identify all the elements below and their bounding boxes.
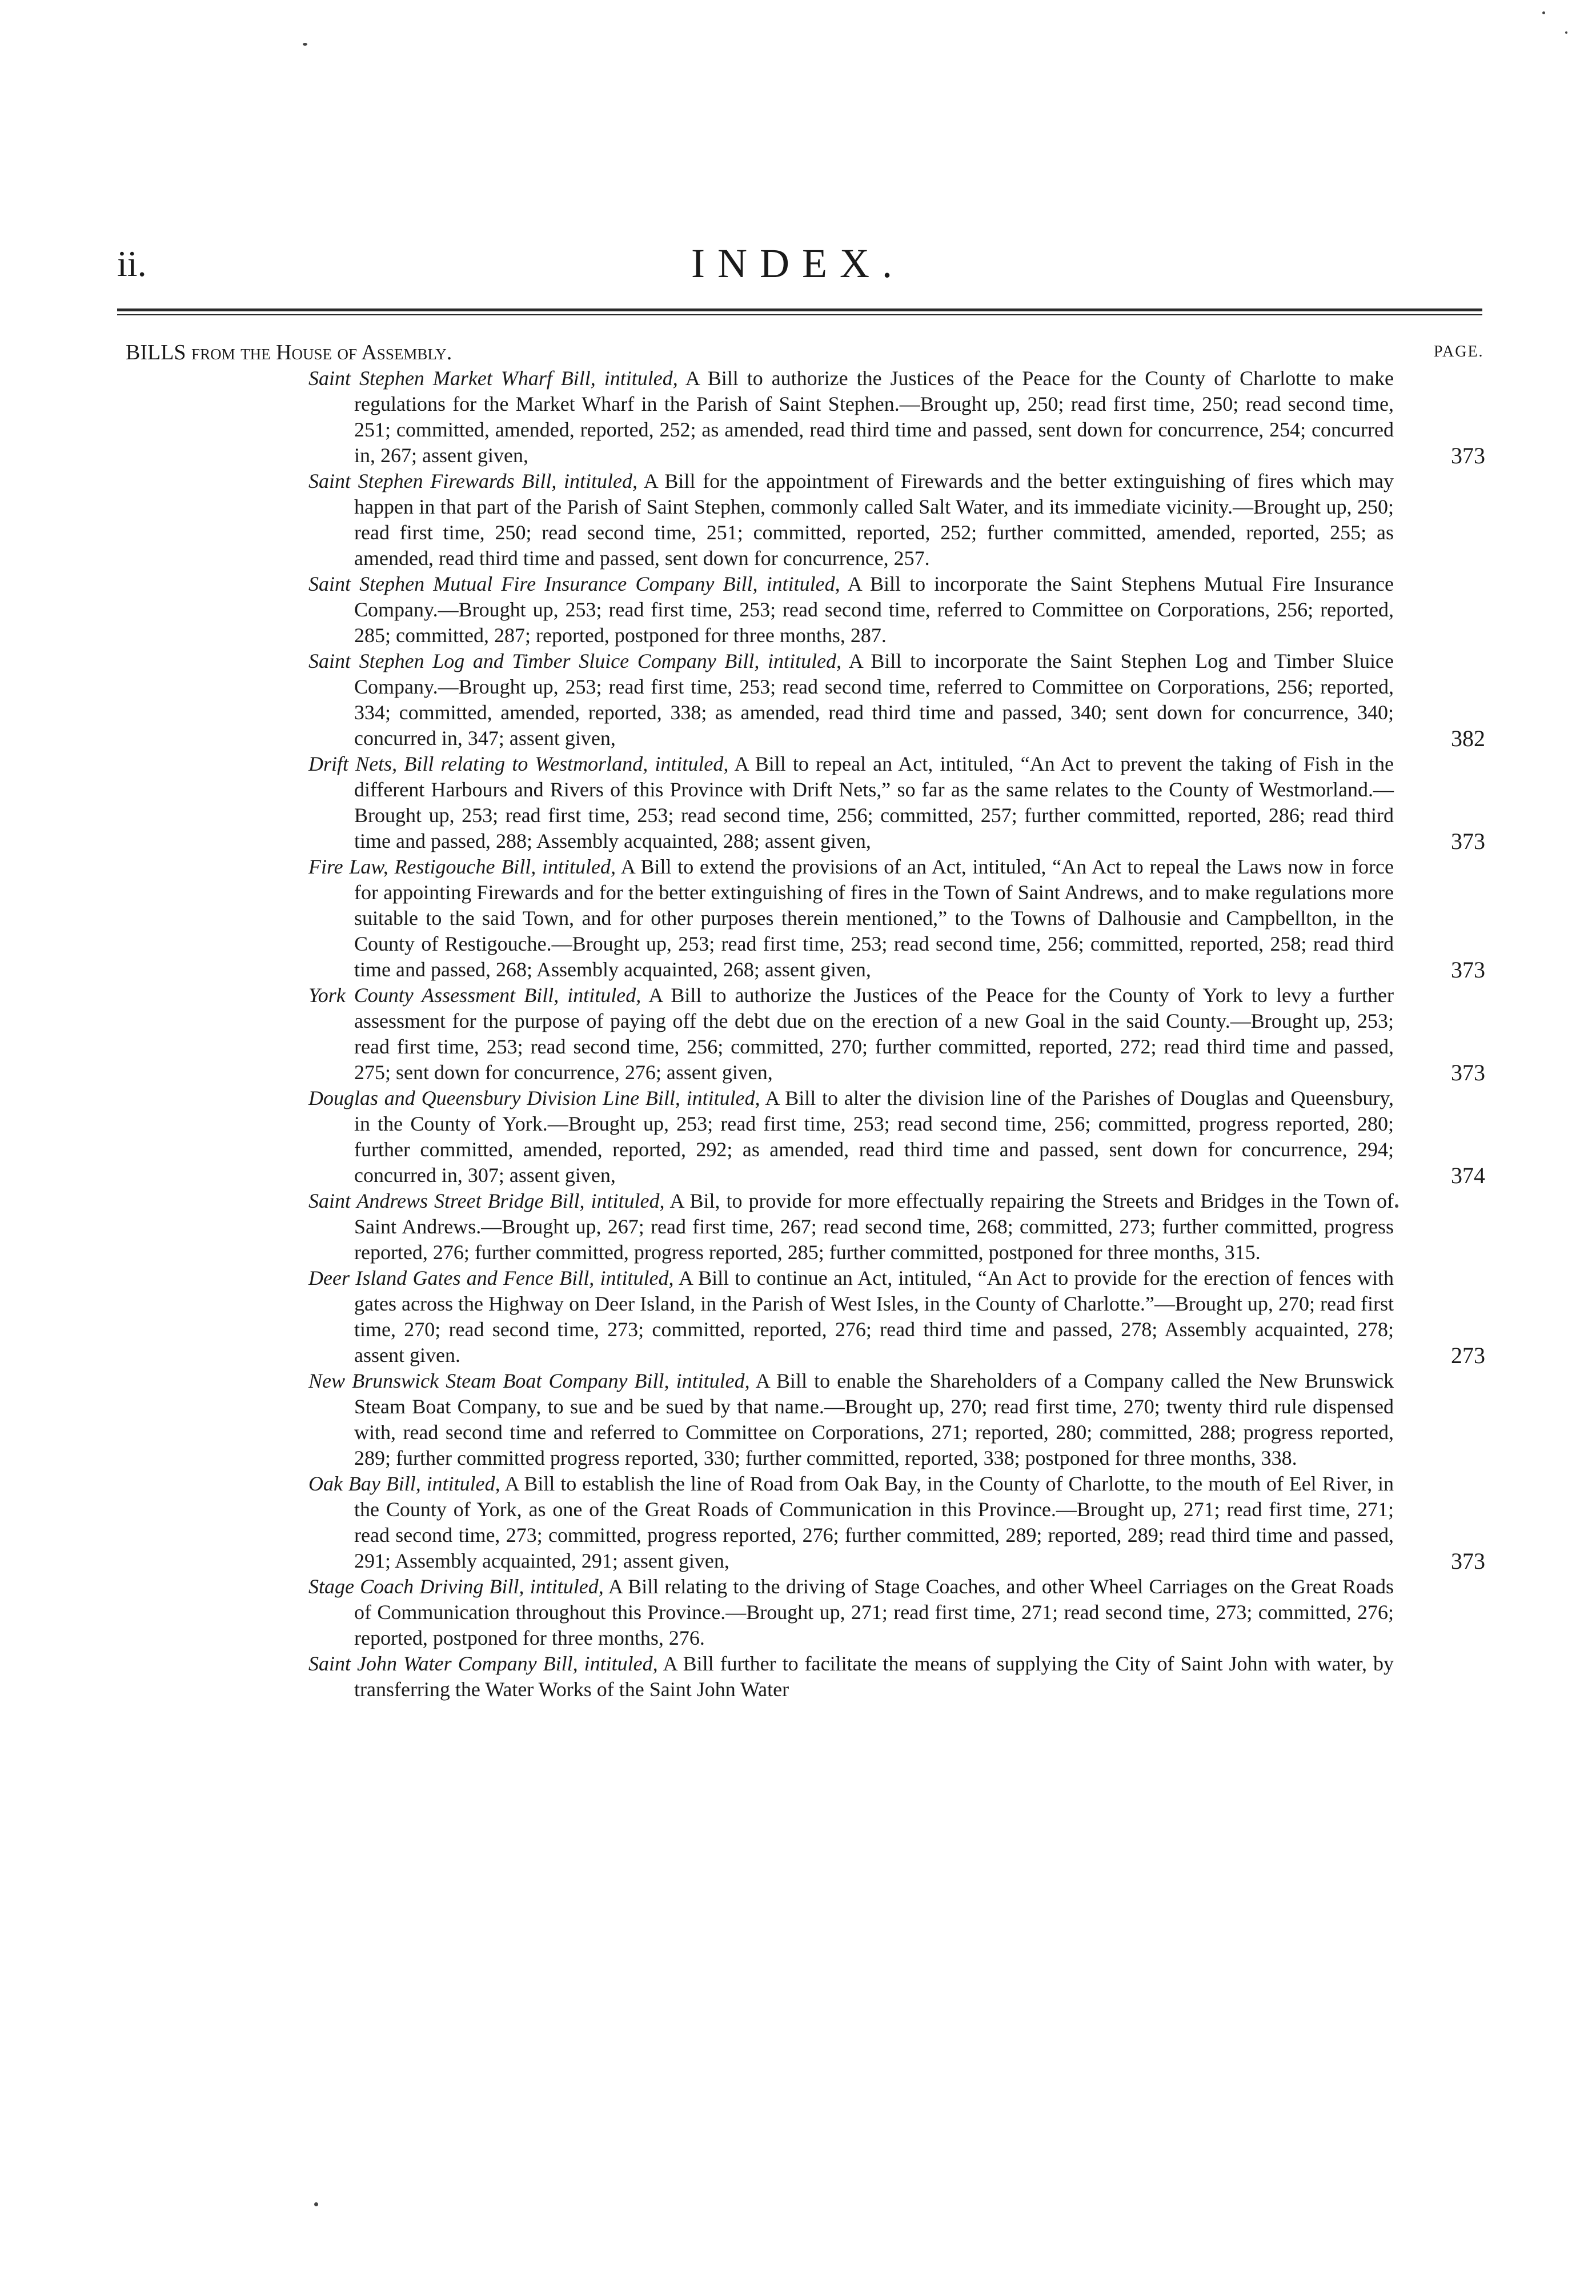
entry-text bbox=[308, 1188, 1394, 1265]
page-number: ii. bbox=[117, 243, 147, 284]
page-title: INDEX. bbox=[691, 241, 905, 286]
index-entry bbox=[308, 468, 1394, 571]
header-rule-thick bbox=[117, 308, 1482, 311]
entry-name: Oak Bay Bill, intituled, bbox=[308, 1472, 500, 1495]
index-entries bbox=[308, 366, 1485, 1702]
entry-name: Saint Stephen Mutual Fire Insurance Company Bill, intituled, bbox=[308, 572, 840, 595]
entry-name: Douglas and Queensbury Division Line Bill, intituled, bbox=[308, 1087, 760, 1109]
print-speck bbox=[303, 43, 307, 46]
entry-body: A Bill to establish the line of Road from Oak Bay, in the County of Charlotte, to the mouth of Eel River, in the County of York, as one of the Great Roads of Communication in this Province.—Brought up, 271; read first time, 271; read second time, 273; committed, progress reported, 276; further committed, 289; reported, 289; read third time and passed, 291; Assembly acquainted, 291; assent given, bbox=[354, 1472, 1394, 1572]
entry-page: 373 bbox=[1451, 957, 1485, 983]
index-entry bbox=[308, 1085, 1485, 1188]
entry-name: Fire Law, Restigouche Bill, intituled, bbox=[308, 855, 616, 878]
entry-text bbox=[308, 468, 1394, 571]
entry-body: A Bill to alter the division line of the Parishes of Douglas and Queensbury, in the County of York.—Brought up, 253; read first time, 253; read second time, 256; committed, progress reported, 280; further committed, amended, reported, 292; as amended, read third time and passed, sent down for concurrence, 294; concurred in, 307; assent given, bbox=[354, 1087, 1394, 1187]
header-rule-thin bbox=[117, 314, 1482, 315]
entry-page: 374 bbox=[1451, 1163, 1485, 1188]
entry-name: Stage Coach Driving Bill, intituled, bbox=[308, 1575, 604, 1598]
entry-body: A Bill to continue an Act, intituled, “An Act to provide for the erection of fences with gates across the Highway on Deer Island, in the Parish of West Isles, in the County of Charlotte.”—Brought up, 270; read first time, 270; read second time, 273; committed, reported, 276; read third time and passed, 278; Assembly acquainted, 278; assent given. bbox=[354, 1267, 1394, 1367]
print-speck bbox=[1542, 11, 1545, 14]
entry-text bbox=[308, 1085, 1394, 1188]
entry-body: A Bill to repeal an Act, intituled, “An Act to prevent the taking of Fish in the different Harbours and Rivers of this Province with Drift Nets,” so far as the same relates to the County of Westmorland.—Brought up, 253; read first time, 253; read second time, 256; committed, 257; further committed, reported, 286; read third time and passed, 288; Assembly acquainted, 288; assent given, bbox=[354, 752, 1394, 852]
index-entry bbox=[308, 1471, 1485, 1574]
entry-body: A Bill to authorize the Justices of the Peace for the County of Charlotte to make regulations for the Market Wharf in the Parish of Saint Stephen.—Brought up, 250; read first time, 250; read second time, 251; committed, amended, reported, 252; as amended, read third time and passed, sent down for concurrence, 254; concurred in, 267; assent given, bbox=[354, 367, 1394, 467]
index-entry bbox=[308, 1651, 1394, 1702]
page-column-label: PAGE. bbox=[1434, 343, 1484, 360]
entry-text bbox=[308, 1651, 1394, 1702]
index-entry bbox=[308, 1574, 1394, 1651]
index-entry bbox=[308, 648, 1485, 751]
entry-text bbox=[308, 983, 1394, 1085]
index-entry bbox=[308, 854, 1485, 983]
index-entry bbox=[308, 1188, 1394, 1265]
index-entry bbox=[308, 571, 1394, 648]
entry-page: 382 bbox=[1451, 726, 1485, 751]
entry-text bbox=[308, 751, 1394, 854]
entry-page: 373 bbox=[1451, 1548, 1485, 1574]
entry-name: Saint Stephen Firewards Bill, intituled, bbox=[308, 470, 638, 492]
entry-text bbox=[308, 1368, 1394, 1471]
entry-body: A Bil, to provide for more effectually repairing the Streets and Bridges in the Town of Saint Andrews.—Brought up, 267; read first time, 267; read second time, 268; committed, 273; further committed, progress reported, 276; further committed, progress reported, 285; further committed, postponed for three months, 315. bbox=[354, 1189, 1394, 1264]
entry-name: Saint Stephen Log and Timber Sluice Company Bill, intituled, bbox=[308, 650, 842, 672]
print-speck bbox=[314, 2202, 318, 2206]
index-entry bbox=[308, 751, 1485, 854]
entry-body: A Bill relating to the driving of Stage Coaches, and other Wheel Carriages on the Great Roads of Communication throughout this Province.—Brought up, 271; read first time, 271; read second time, 273; committed, 276; reported, postponed for three months, 276. bbox=[354, 1575, 1394, 1649]
entry-body: A Bill to incorporate the Saint Stephens Mutual Fire Insurance Company.—Brought up, 253; read first time, 253; read second time, referred to Committee on Corporations, 256; reported, 285; committed, 287; reported, postponed for three months, 287. bbox=[354, 572, 1394, 647]
entry-name: Deer Island Gates and Fence Bill, intituled, bbox=[308, 1267, 674, 1289]
entry-body: A Bill to extend the provisions of an Act, intituled, “An Act to repeal the Laws now in force for appointing Firewards and for the better extinguishing of fires in the Town of Saint Andrews, and to make regulations more suitable to the said Town, and for other purposes therein mentioned,” to the Towns of Dalhousie and Campbellton, in the County of Restigouche.—Brought up, 253; read first time, 253; read second time, 256; committed, reported, 258; read third time and passed, 268; Assembly acquainted, 268; assent given, bbox=[354, 855, 1394, 981]
entry-body: A Bill to incorporate the Saint Stephen Log and Timber Sluice Company.—Brought up, 253; read first time, 253; read second time, referred to Committee on Corporations, 256; reported, 334; committed, amended, reported, 338; as amended, read third time and passed, 340; sent down for concurrence, 340; concurred in, 347; assent given, bbox=[354, 650, 1394, 750]
print-speck bbox=[1565, 31, 1567, 34]
index-entry bbox=[308, 1265, 1485, 1368]
entry-name: New Brunswick Steam Boat Company Bill, intituled, bbox=[308, 1369, 750, 1392]
entry-name: Saint Stephen Market Wharf Bill, intituled, bbox=[308, 367, 678, 390]
entry-body: A Bill to authorize the Justices of the Peace for the County of York to levy a further assessment for the purpose of paying off the debt due on the erection of a new Goal in the said County.—Brought up, 253; read first time, 253; read second time, 256; committed, 270; further committed, reported, 272; read third time and passed, 275; sent down for concurrence, 276; assent given, bbox=[354, 984, 1394, 1084]
entry-page: 273 bbox=[1451, 1343, 1485, 1368]
entry-page: 373 bbox=[1451, 443, 1485, 468]
index-entry bbox=[308, 983, 1485, 1085]
entry-name: Saint Andrews Street Bridge Bill, intituled, bbox=[308, 1189, 665, 1212]
entry-page: 373 bbox=[1451, 1060, 1485, 1085]
entry-text bbox=[308, 1265, 1394, 1368]
entry-text bbox=[308, 571, 1394, 648]
entry-body: A Bill further to facilitate the means of supplying the City of Saint John with water, by transferring the Water Works of the Saint John Water bbox=[354, 1652, 1394, 1701]
entry-name: Drift Nets, Bill relating to Westmorland, intituled, bbox=[308, 752, 729, 775]
entry-name: Saint John Water Company Bill, intituled, bbox=[308, 1652, 658, 1675]
entry-text bbox=[308, 1471, 1394, 1574]
entry-text bbox=[308, 648, 1394, 751]
entry-text bbox=[308, 366, 1394, 468]
entry-page: 373 bbox=[1451, 828, 1485, 854]
entry-body: A Bill to enable the Shareholders of a Company called the New Brunswick Steam Boat Company, to sue and be sued by that name.—Brought up, 270; read first time, 270; twenty third rule dispensed with, read second time and referred to Committee on Corporations, 271; reported, 280; committed, 288; progress reported, 289; further committed progress reported, 330; further committed, reported, 338; postponed for three months, 338. bbox=[354, 1369, 1394, 1469]
index-entry bbox=[308, 1368, 1394, 1471]
print-speck bbox=[1395, 1204, 1398, 1208]
entry-text bbox=[308, 1574, 1394, 1651]
entry-body: A Bill for the appointment of Firewards and the better extinguishing of fires which may happen in that part of the Parish of Saint Stephen, commonly called Salt Water, and its immediate vicinity.—Brought up, 250; read first time, 250; read second time, 251; committed, reported, 252; further committed, amended, reported, 255; as amended, read third time and passed, sent down for concurrence, 257. bbox=[354, 470, 1394, 570]
entry-text bbox=[308, 854, 1394, 983]
entry-name: York County Assessment Bill, intituled, bbox=[308, 984, 641, 1007]
section-title: BILLS from the House of Assembly. bbox=[126, 340, 452, 364]
index-entry bbox=[308, 366, 1485, 468]
